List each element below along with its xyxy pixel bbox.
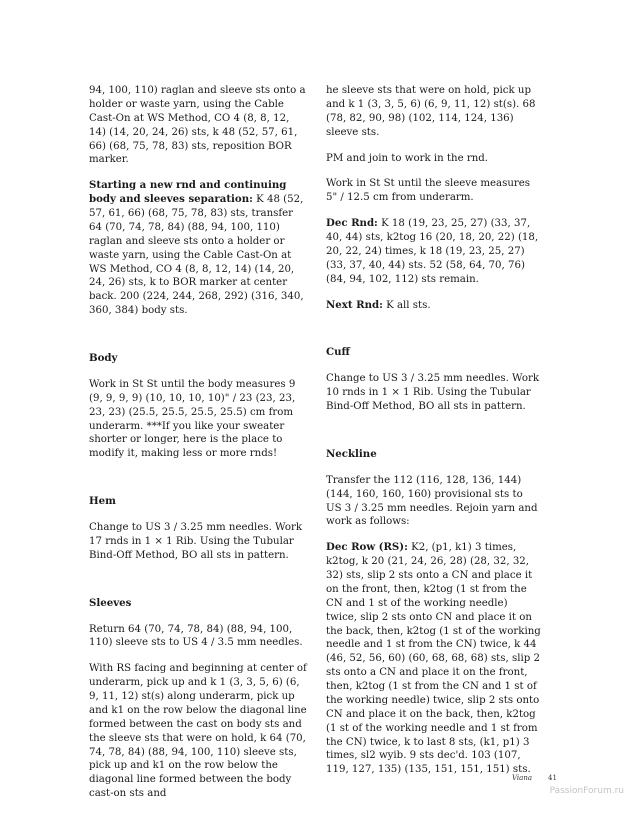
sleeves-text-1: Return 64 (70, 74, 78, 84) (88, 94, 100, 110) sleeve sts to US 4 / 3.5 mm needles. [89, 623, 303, 649]
next-rnd-label: Next Rnd: [326, 298, 383, 311]
dec-row-label: Dec Row (RS): [326, 541, 408, 554]
raglan-paragraph: 94, 100, 110) raglan and sleeve sts onto a holder or waste yarn, using the Cable Cast-On at WS Method, CO 4 (8, 8, 12, 14) (14, 20, 24, 26) sts, k 48 (52, 57, 61, 66) (68, 75, 78, 83) sts, reposition BOR marker. [89, 85, 306, 166]
watermark: PassionForum.ru [549, 786, 624, 796]
footer-brand: Viana [512, 774, 533, 782]
sleeve-pickup-paragraph: he sleeve sts that were on hold, pick up and k 1 (3, 3, 5, 6) (6, 9, 11, 12) st(s). 68 (78, 82, 90, 98) (102, 114, 124, 136) sleeve sts. [326, 85, 536, 138]
dec-rnd-text: K 18 (19, 23, 25, 27) (33, 37, 40, 44) sts, k2tog 16 (20, 18, 20, 22) (18, 20, 22, 24) times, k 18 (19, 23, 25, 27) (33, 37, 40, 44) sts. 52 (58, 64, 70, 76) (84, 94, 102, 112) sts remain. [326, 218, 539, 285]
left-column [89, 84, 309, 813]
separation-text: K 48 (52, 57, 61, 66) (68, 75, 78, 83) sts, transfer 64 (70, 74, 78, 84) (88, 94, 100, 110) raglan and sleeve sts onto a holder or waste yarn, using the Cable Cast-On at WS Method, CO 4 (8, 8, 12, 14) (14, 20, 24, 26) sts, k to BOR marker at center back. 200 (224, 244, 268, 292) (316, 340, 360, 384) body sts. [89, 194, 304, 317]
cuff-heading: Cuff [326, 346, 350, 359]
right-column [326, 84, 541, 789]
separation-heading: Starting a new rnd and continuing body and sleeves separation: [89, 179, 287, 206]
dec-row-text: K2, (p1, k1) 3 times, k2tog, k 20 (21, 24, 26, 28) (28, 32, 32, 32) sts, slip 2 sts onto a CN and place it on the front, then, k2tog (1 st from the CN and 1 st of the working needle) twice, slip 2 sts onto CN and place it on the back, then, k2tog (1 st of the working needle and 1 st from the CN) twice, k 44 (46, 52, 56, 60) (60, 68, 68, 68) sts, slip 2 sts onto a CN and place it on the front, then, k2tog (1 st from the CN and 1 st of the working needle) twice, slip 2 sts onto CN and place it on the back, then, k2tog (1 st of the working needle and 1 st from the CN) twice, k to last 8 sts, (k1, p1) 3 times, sl2 wyib. 9 sts dec'd. 103 (107, 119, 127, 135) (135, 151, 151, 151) sts. [326, 542, 541, 776]
dec-rnd-label: Dec Rnd: [326, 217, 378, 230]
dec-row-paragraph [326, 541, 541, 777]
hem-heading: Hem [89, 495, 116, 508]
dec-rnd-paragraph [326, 217, 541, 286]
neckline-text: Transfer the 112 (116, 128, 136, 144) (144, 160, 160, 160) provisional sts to US 3 / 3.25 mm needles. Rejoin yarn and work as follows: [326, 474, 538, 528]
cuff-text: Change to US 3 / 3.25 mm needles. Work 10 rnds in 1 × 1 Rib. Using the Tubular Bind-Off Method, BO all sts in pattern. [326, 373, 540, 412]
neckline-heading: Neckline [326, 447, 377, 460]
next-rnd-text: K all sts. [382, 299, 431, 311]
separation-paragraph [89, 179, 309, 318]
page-number: 41 [548, 774, 557, 782]
sleeves-text-2: With RS facing and beginning at center of underarm, pick up and k 1 (3, 3, 5, 6) (6, 9, 11, 12) st(s) along underarm, pick up and k1 on the row below the diagonal line formed between the cast on body sts and the sleeve sts that were on hold, k 64 (70, 74, 78, 84) (88, 94, 100, 110) sleeve sts, pick up and k1 on the row below the diagonal line formed between the body cast-on sts and [89, 663, 307, 800]
hem-text: Change to US 3 / 3.25 mm needles. Work 17 rnds in 1 × 1 Rib. Using the Tubular Bind-Off Method, BO all sts in pattern. [89, 522, 303, 561]
next-rnd-paragraph [326, 299, 541, 313]
join-paragraph: PM and join to work in the rnd. [326, 152, 489, 164]
body-heading: Body [89, 352, 118, 364]
stst-paragraph: Work in St St until the sleeve measures 5" / 12.5 cm from underarm. [326, 178, 531, 204]
sleeves-heading: Sleeves [89, 596, 132, 609]
body-text: Work in St St until the body measures 9 (9, 9, 9, 9) (10, 10, 10, 10)" / 23 (23, 23, 23, 23) (25.5, 25.5, 25.5, 25.5) cm from underarm. ***If you like your sweater shorter or longer, here is the place to modify it, making less or more rnds! [89, 378, 296, 460]
